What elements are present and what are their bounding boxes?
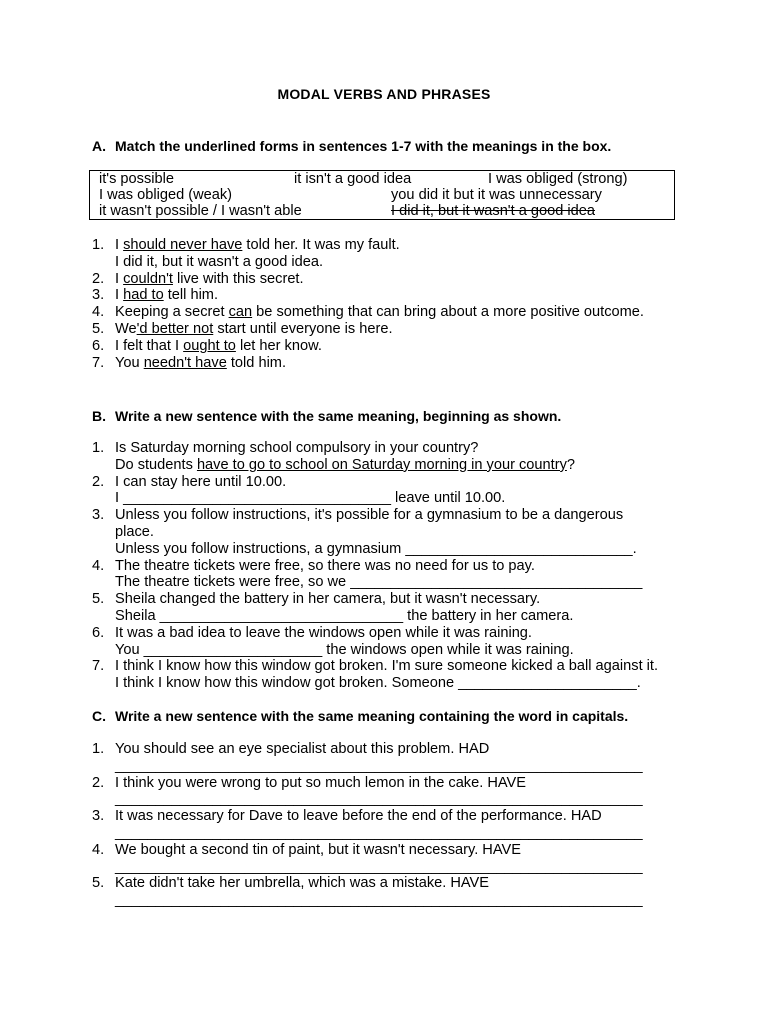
answer-blank: _________________________________________________________________ [115, 757, 643, 774]
list-item: 6. It was a bad idea to leave the windows open while it was raining. You ______________________ the windows open while it was raining. [92, 625, 658, 659]
meaning-not-possible: it wasn't possible / I wasn't able [99, 203, 302, 219]
list-item: 5. We'd better not start until everyone is here. [92, 320, 393, 337]
section-b-list [92, 440, 658, 692]
list-item: 4. We bought a second tin of paint, but it wasn't necessary. HAVE _________________________________________________________________ [92, 841, 643, 875]
answer-blank: _________________________________________________________________ [115, 824, 643, 841]
answer-blank: I _________________________________ leave until 10.00. [115, 490, 506, 507]
section-a-letter: A. [92, 138, 106, 154]
section-c-list [92, 741, 643, 909]
list-item: 1. Is Saturday morning school compulsory in your country? Do students have to go to school on Saturday morning in your country? [92, 440, 575, 473]
list-item: 6. I felt that I ought to let her know. [92, 337, 322, 354]
answer-blank: You ______________________ the windows open while it was raining. [115, 641, 574, 658]
answer-blank: Unless you follow instructions, a gymnasium ____________________________. [115, 540, 637, 557]
answer-blank: _________________________________________________________________ [115, 892, 643, 909]
underlined-form: can [228, 304, 253, 321]
meaning-obliged-weak: I was obliged (weak) [99, 187, 233, 203]
underlined-form: needn't have [143, 354, 227, 371]
underlined-form: 'd better not [136, 320, 214, 337]
section-c-letter: C. [92, 708, 106, 724]
list-item: 4. Keeping a secret can be something that can bring about a more positive outcome. [92, 304, 644, 321]
list-item: 7. I think I know how this window got broken. I'm sure someone kicked a ball against it. I think I know how this window got broken. Someone ______________________. [92, 658, 659, 692]
underlined-form: had to [123, 287, 164, 304]
page-title: MODAL VERBS AND PHRASES [277, 86, 491, 102]
underlined-phrase: have to go to school on Saturday morning in your country [196, 456, 567, 473]
list-item: 1. I should never have told her. It was my fault. I did it, but it wasn't a good idea. [92, 237, 400, 270]
list-item: 3. Unless you follow instructions, it's possible for a gymnasium to be a dangerous place. Unless you follow instructions, a gymnasium ____________________________. [92, 507, 658, 557]
list-item: 2. I think you were wrong to put so much lemon in the cake. HAVE _________________________________________________________________ [92, 774, 643, 808]
meaning-did-it-crossed-out: I did it, but it wasn't a good idea [391, 203, 595, 219]
list-item: 3. It was necessary for Dave to leave before the end of the performance. HAD _________________________________________________________________ [92, 808, 643, 841]
section-a-list [92, 237, 644, 371]
section-b-instruction: Write a new sentence with the same meaning, beginning as shown. [115, 408, 562, 424]
answer-blank: I think I know how this window got broken. Someone ______________________. [115, 675, 641, 692]
meaning-unnecessary: you did it but it was unnecessary [391, 187, 602, 203]
answer-blank: _________________________________________________________________ [115, 791, 643, 808]
list-item: 2. I can stay here until 10.00. I _________________________________ leave until 10.00. [92, 474, 658, 508]
underlined-form: couldn't [123, 270, 173, 287]
list-item: 5. Kate didn't take her umbrella, which was a mistake. HAVE _________________________________________________________________ [92, 875, 643, 909]
list-item: 5. Sheila changed the battery in her camera, but it wasn't necessary. Sheila ______________________________ the battery in her camera. [92, 591, 658, 625]
meaning-obliged-strong: I was obliged (strong) [488, 171, 628, 187]
section-b-heading [92, 408, 561, 424]
section-c-heading [92, 708, 628, 724]
answer-blank: The theatre tickets were free, so we ____________________________________ [115, 574, 643, 591]
list-item: 3. I had to tell him. [92, 287, 219, 304]
underlined-form: ought to [183, 337, 236, 354]
meaning-its-possible: it's possible [99, 171, 174, 187]
section-a-instruction: Match the underlined forms in sentences 1-7 with the meanings in the box. [115, 138, 612, 154]
underlined-form: should never have [123, 237, 243, 253]
answer-blank: Sheila ______________________________ the battery in her camera. [115, 607, 574, 624]
list-item: 7. You needn't have told him. [92, 354, 287, 371]
list-item: 2. I couldn't live with this secret. [92, 270, 304, 287]
answer-blank: _________________________________________________________________ [115, 858, 643, 875]
section-b-letter: B. [92, 408, 106, 424]
meaning-not-good-idea: it isn't a good idea [294, 171, 412, 187]
list-item: 4. The theatre tickets were free, so there was no need for us to pay. The theatre tickets were free, so we ____________________________________ [92, 558, 658, 592]
list-item: 1. You should see an eye specialist about this problem. HAD _________________________________________________________________ [92, 741, 643, 774]
section-c-instruction: Write a new sentence with the same meaning containing the word in capitals. [115, 708, 629, 724]
section-a-heading [92, 138, 611, 154]
meanings-box [89, 170, 675, 220]
